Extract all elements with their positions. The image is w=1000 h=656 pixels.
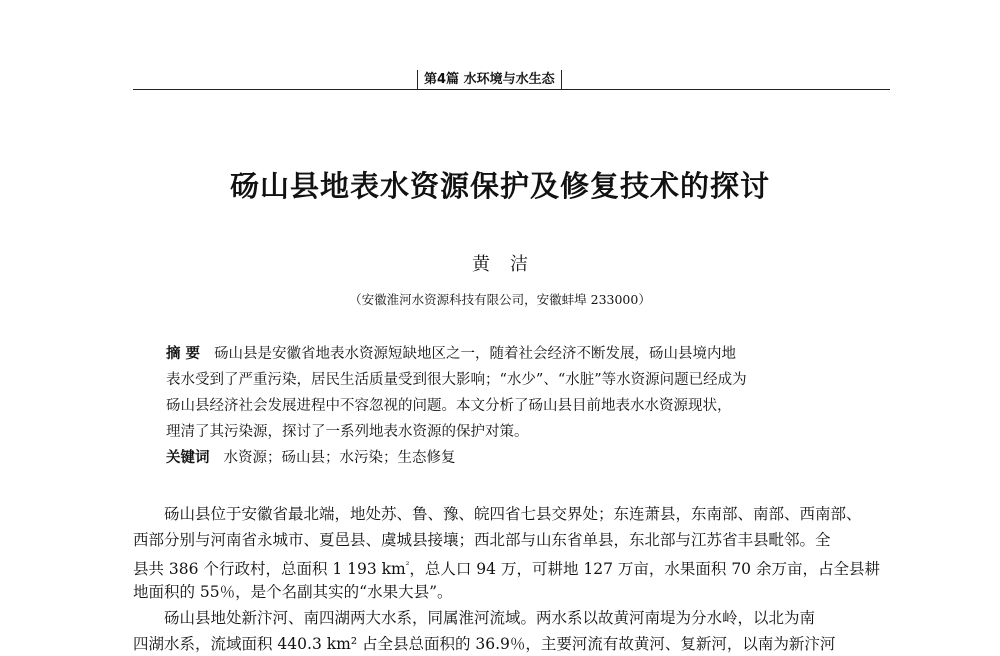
running-header — [133, 66, 890, 90]
abstract-line-3: 砀山县经济社会发展进程中不容忽视的问题。本文分析了砀山县目前地表水水资源现状， — [166, 398, 732, 414]
body-p2-line-2: 四湖水系，流域面积 440.3 km² 占全县总面积的 36.9％，主要河流有故黄河、复新河，以南为新汴河 — [133, 635, 836, 653]
abstract-text-1: 砀山县是安徽省地表水资源短缺地区之一，随着社会经济不断发展，砀山县境内地 — [214, 346, 737, 362]
keywords-line — [166, 447, 456, 469]
abstract-label: 摘 要 — [166, 346, 201, 362]
body-p1-line-4: 地面积的 55％，是个名副其实的“水果大县”。 — [133, 583, 453, 601]
abstract-line-1 — [166, 343, 736, 365]
paper-title: 砀山县地表水资源保护及修复技术的探讨 — [229, 169, 770, 203]
body-p2-line-1: 砀山县地处新汴河、南四湖两大水系，同属淮河流域。两水系以故黄河南堤为分水岭，以北为南 — [164, 609, 816, 627]
abstract-line-4: 理清了其污染源，探讨了一系列地表水资源的保护对策。 — [166, 424, 529, 440]
author-affiliation: （安徽淮河水资源科技有限公司，安徽蚌埠 233000） — [349, 292, 651, 307]
body-p1-line-2: 西部分别与河南省永城市、夏邑县、虞城县接壤；西北部与山东省单县，东北部与江苏省丰县毗邻。全 — [133, 531, 831, 549]
body-p1-line-3a: 县共 386 个行政村，总面积 1 193 km — [133, 560, 406, 579]
abstract-line-2: 表水受到了严重污染，居民生活质量受到很大影响；“水少”、“水脏”等水资源问题已经成为 — [166, 372, 747, 388]
keywords-label: 关键词 — [166, 450, 210, 466]
body-p1-line-3 — [133, 554, 880, 581]
running-header-label: 第4篇 水环境与水生态 — [417, 70, 562, 89]
body-p1-line-3b: ，总人口 94 万，可耕地 127 万亩，水果面积 70 余万亩，占全县耕 — [409, 560, 880, 579]
keywords-text: 水资源；砀山县；水污染；生态修复 — [223, 450, 456, 466]
superscript-2: ² — [405, 561, 410, 571]
author-name: 黄洁 — [472, 254, 548, 275]
body-p1-line-1: 砀山县位于安徽省最北端，地处苏、鲁、豫、皖四省七县交界处；东连萧县，东南部、南部、西南部、 — [164, 505, 862, 523]
